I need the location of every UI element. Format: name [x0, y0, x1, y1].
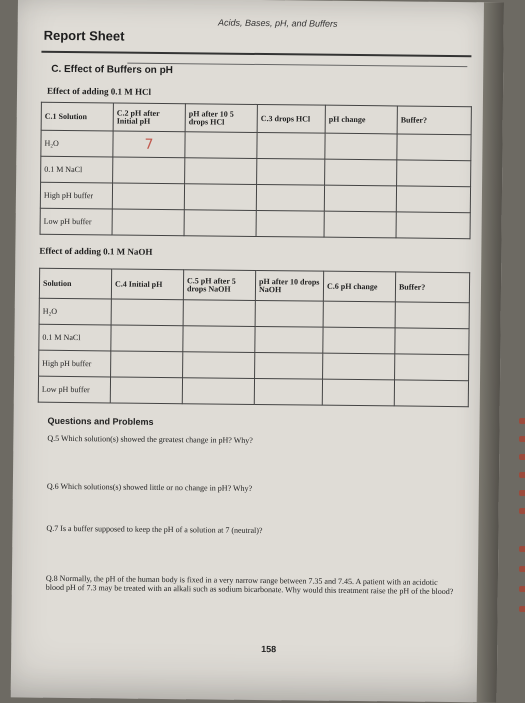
- data-cell: [257, 132, 325, 159]
- page-tab-marker: [519, 606, 525, 612]
- data-cell: [395, 328, 469, 355]
- data-cell: [255, 300, 323, 327]
- data-cell: [397, 160, 471, 187]
- question-q7: Q.7 Is a buffer supposed to keep the pH of a solution at 7 (neutral)?: [46, 523, 263, 536]
- naoh-heading: Effect of adding 0.1 M NaOH: [39, 245, 153, 257]
- data-cell: [112, 209, 184, 236]
- row-label: H₂O: [39, 298, 111, 325]
- questions-title: Questions and Problems: [47, 415, 154, 427]
- hcl-header-cell: pH after 10 5 drops HCl: [185, 104, 257, 133]
- page-tab-marker: [519, 418, 525, 424]
- data-cell: [110, 377, 182, 404]
- data-cell: [256, 184, 324, 211]
- section-heading: C. Effect of Buffers on pH: [51, 63, 173, 77]
- hcl-header-cell: pH change: [325, 105, 397, 134]
- naoh-header-cell: C.4 Initial pH: [111, 269, 183, 300]
- row-label: 0.1 M NaCl: [39, 324, 111, 351]
- data-cell: [185, 158, 257, 185]
- data-cell: [182, 378, 254, 405]
- naoh-header-cell: pH after 10 drops NaOH: [255, 270, 323, 301]
- hcl-header-cell: Buffer?: [397, 106, 471, 135]
- data-cell: [184, 210, 256, 237]
- data-cell: [183, 352, 255, 379]
- data-cell: [323, 353, 395, 380]
- running-head: Acids, Bases, pH, and Buffers: [217, 17, 338, 29]
- hcl-heading: Effect of adding 0.1 M HCl: [46, 85, 152, 97]
- data-cell: [325, 133, 397, 160]
- data-cell: [256, 210, 324, 237]
- data-cell: [185, 132, 257, 159]
- hcl-header-row: [41, 102, 471, 135]
- data-cell: [395, 354, 469, 381]
- naoh-header-cell: Solution: [39, 268, 111, 299]
- page-number: 158: [261, 644, 277, 655]
- page-tab-marker: [519, 586, 525, 592]
- page-tab-marker: [519, 436, 525, 442]
- row-label: Low pH buffer: [40, 208, 112, 235]
- question-q8: Q.8 Normally, the pH of the human body is fixed in a very narrow range between 7.35 and 7.45. A patient with an acidotic blood pH of 7.3 may be treated with an alkali such as sodium bicarbonate. Why would this treatment raise the pH of the blood?: [45, 573, 454, 597]
- hcl-table: [40, 102, 472, 240]
- question-q5: Q.5 Which solution(s) showed the greatest change in pH? Why?: [47, 433, 253, 445]
- page-tab-marker: [519, 472, 525, 478]
- data-cell: [112, 183, 184, 210]
- data-cell: [113, 157, 185, 184]
- data-cell: [323, 327, 395, 354]
- hcl-header-cell: C.3 drops HCl: [257, 104, 325, 133]
- section-rule: [127, 63, 467, 68]
- data-cell: [183, 326, 255, 353]
- page-tab-marker: [519, 566, 525, 572]
- data-cell: [395, 302, 469, 329]
- data-cell: [394, 380, 468, 407]
- data-cell: [397, 134, 471, 161]
- naoh-header-cell: C.6 pH change: [323, 271, 395, 302]
- data-cell: [255, 326, 323, 353]
- data-cell: [396, 212, 470, 239]
- data-cell: [255, 352, 323, 379]
- row-label: Low pH buffer: [38, 376, 110, 403]
- data-cell: [323, 301, 395, 328]
- naoh-header-cell: C.5 pH after 5 drops NaOH: [183, 270, 255, 301]
- data-cell: [111, 299, 183, 326]
- data-cell: [183, 300, 255, 327]
- data-cell: [111, 351, 183, 378]
- question-q6: Q.6 Which solutions(s) showed little or no change in pH? Why?: [46, 481, 253, 493]
- title-rule: [41, 51, 471, 58]
- table-row: [38, 376, 468, 407]
- data-cell: [257, 158, 325, 185]
- row-label: High pH buffer: [39, 350, 111, 377]
- row-label: H₂O: [41, 130, 113, 157]
- data-cell: [325, 159, 397, 186]
- page-tab-marker: [519, 546, 525, 552]
- row-label: High pH buffer: [40, 182, 112, 209]
- data-cell: [324, 211, 396, 238]
- naoh-header-cell: Buffer?: [395, 272, 469, 303]
- page-tab-marker: [519, 490, 525, 496]
- naoh-header-row: [39, 268, 469, 303]
- page-edge-shadow: [477, 2, 504, 702]
- hcl-header-cell: C.1 Solution: [41, 102, 113, 131]
- page-tab-marker: [519, 454, 525, 460]
- data-cell: [324, 185, 396, 212]
- row-label: 0.1 M NaCl: [41, 156, 113, 183]
- data-cell: [396, 186, 470, 213]
- table-row: [40, 208, 470, 239]
- handwritten-entry: 7: [113, 131, 185, 158]
- data-cell: [184, 184, 256, 211]
- data-cell: [254, 378, 322, 405]
- data-cell: [111, 325, 183, 352]
- report-title: Report Sheet: [43, 27, 125, 44]
- report-sheet-page: [11, 0, 504, 703]
- naoh-table: [38, 268, 470, 408]
- data-cell: [322, 379, 394, 406]
- hcl-header-cell: C.2 pH after Initial pH: [113, 103, 185, 132]
- page-tab-marker: [519, 508, 525, 514]
